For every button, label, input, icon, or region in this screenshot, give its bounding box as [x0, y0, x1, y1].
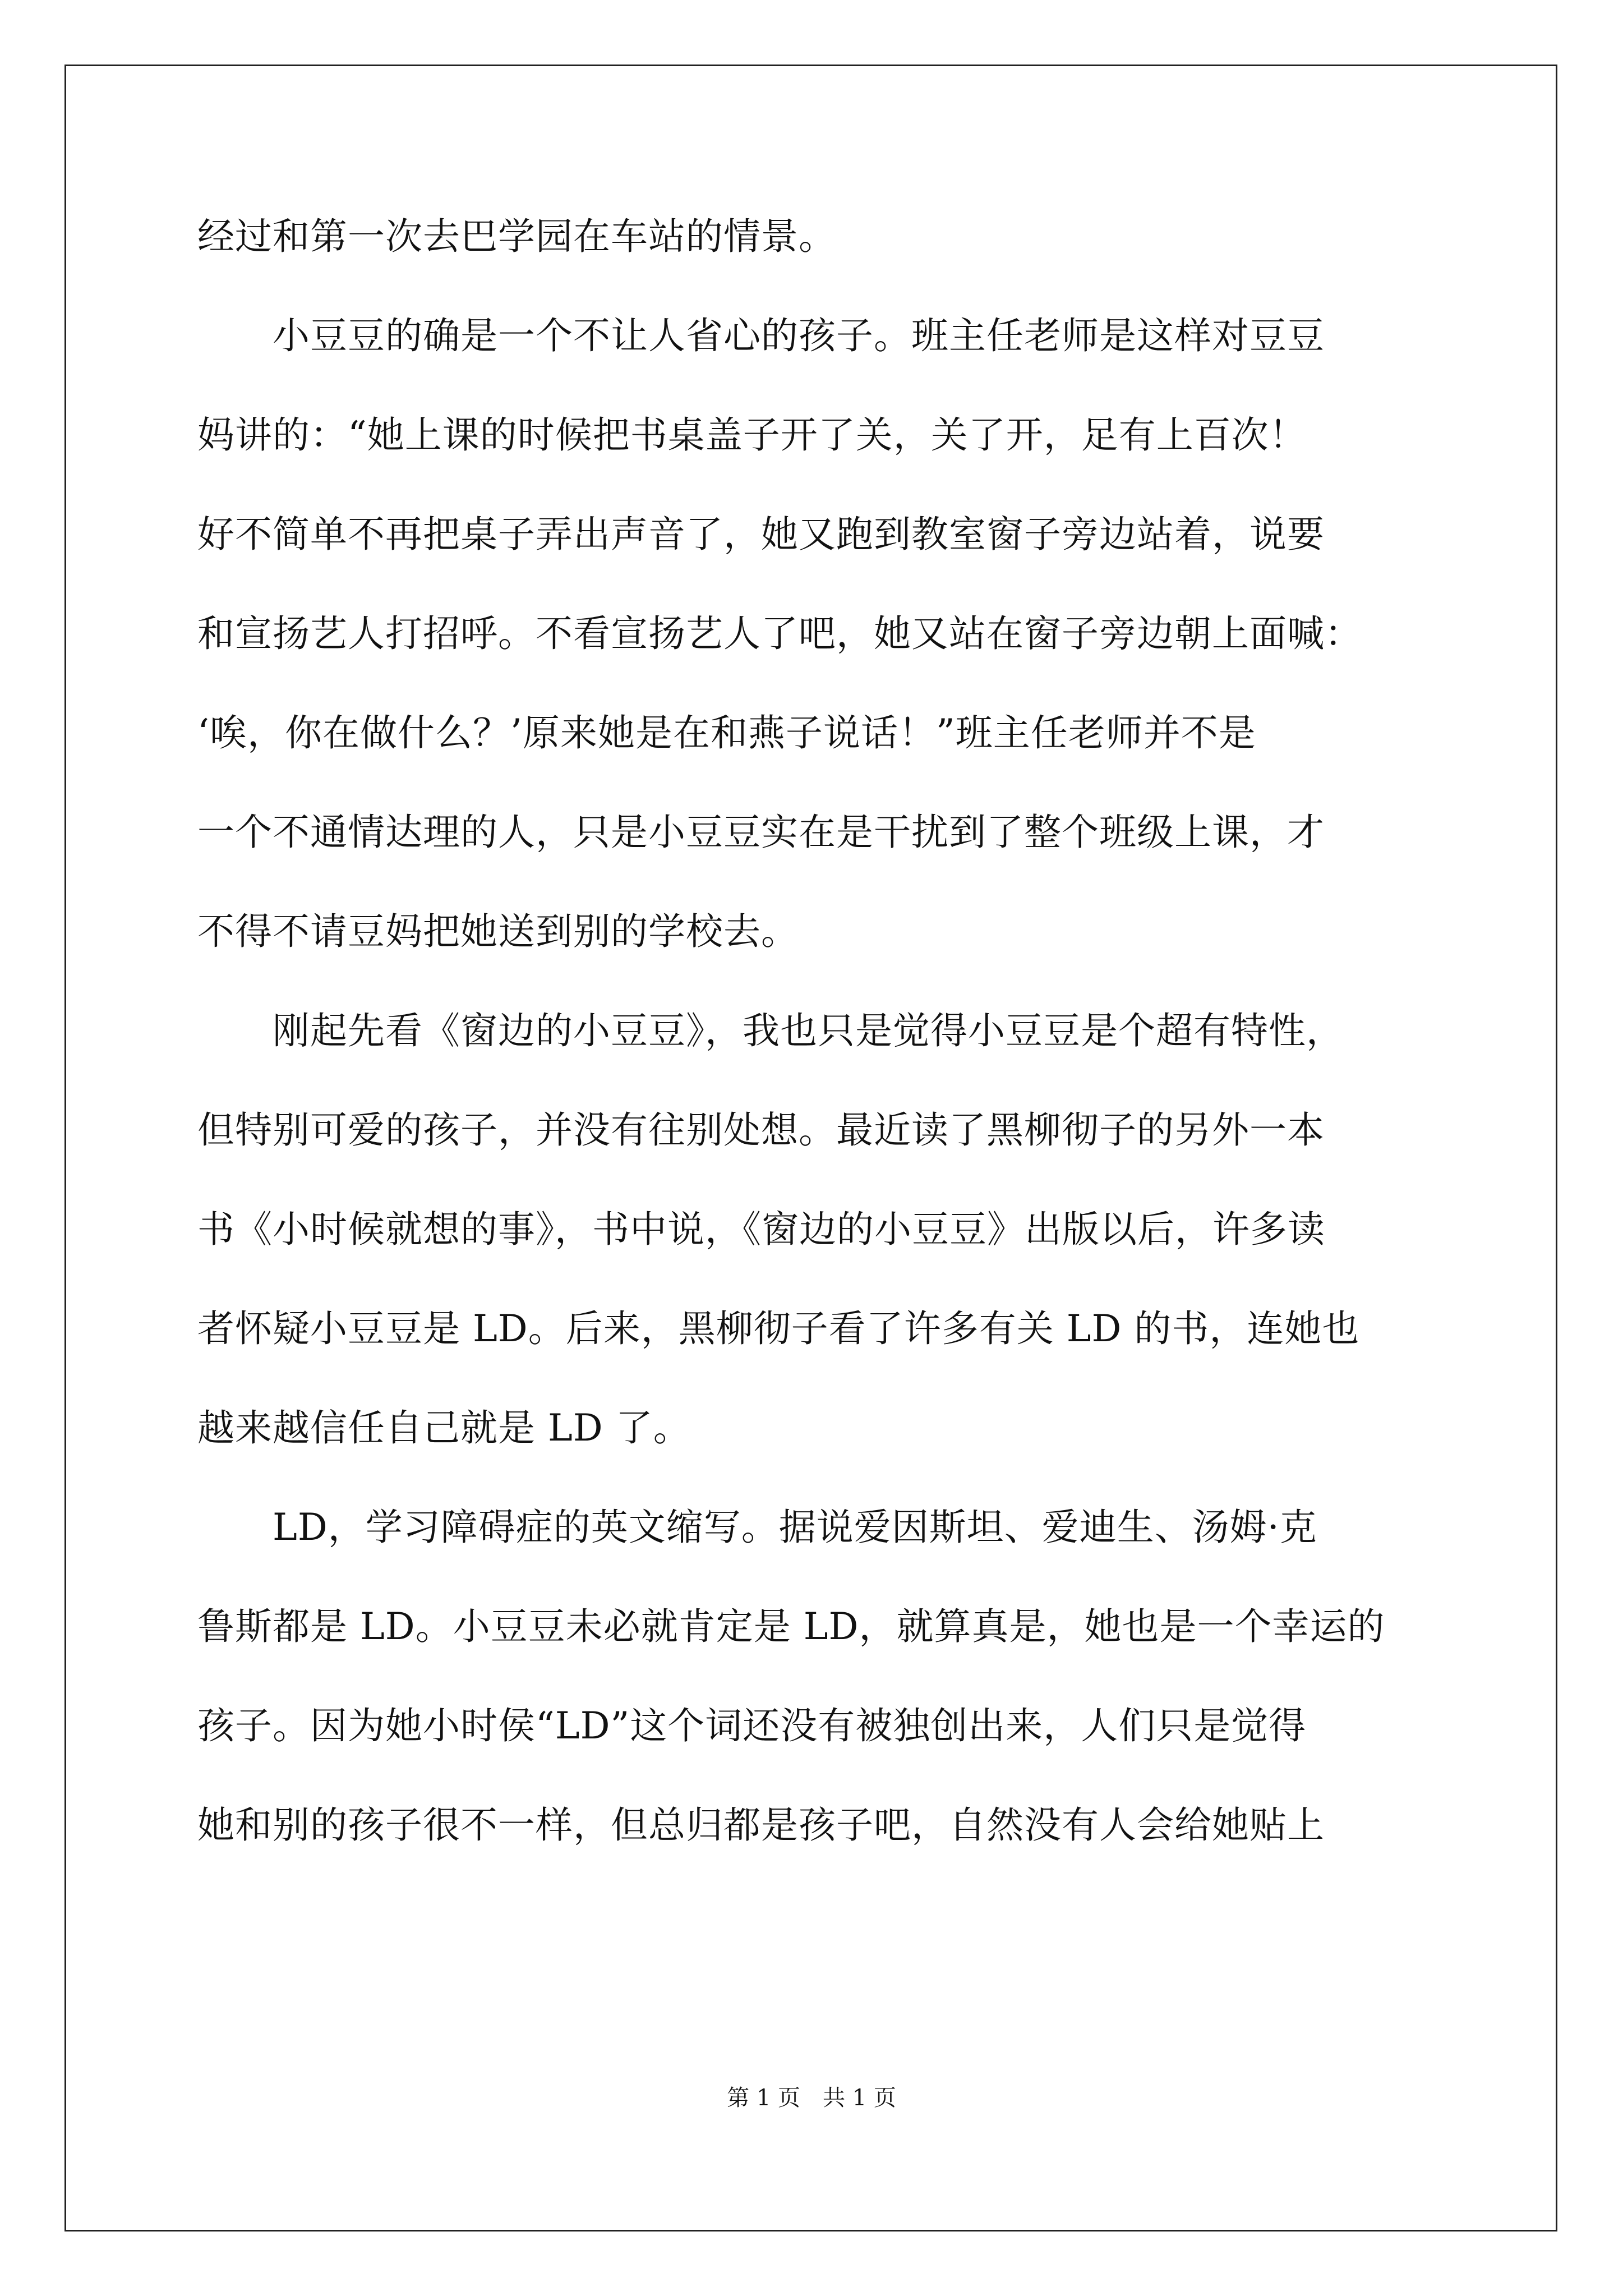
text-line: 妈讲的：“她上课的时候把书桌盖子开了关，关了开，足有上百次！ [197, 413, 1307, 457]
text-line: 经过和第一次去巴学园在车站的情景。 [197, 215, 836, 258]
page-number: 第 1 页 共 1 页 [727, 2085, 896, 2111]
text-line: 刚起先看《窗边的小豆豆》，我也只是觉得小豆豆是个超有特性， [197, 1009, 1344, 1052]
text-line: 者怀疑小豆豆是 LD。后来，黑柳彻子看了许多有关 LD 的书，连她也 [197, 1307, 1360, 1350]
text-line: 好不简单不再把桌子弄出声音了，她又跑到教室窗子旁边站着，说要 [197, 513, 1325, 556]
text-line: 不得不请豆妈把她送到别的学校去。 [197, 910, 799, 953]
text-line: 但特别可爱的孩子，并没有往别处想。最近读了黑柳彻子的另外一本 [197, 1108, 1325, 1152]
text-line: 和宣扬艺人打招呼。不看宣扬艺人了吧，她又站在窗子旁边朝上面喊： [197, 612, 1362, 655]
text-line: 一个不通情达理的人，只是小豆豆实在是干扰到了整个班级上课，才 [197, 811, 1325, 854]
text-line: 她和别的孩子很不一样，但总归都是孩子吧，自然没有人会给她贴上 [197, 1803, 1325, 1847]
text-line: 小豆豆的确是一个不让人省心的孩子。班主任老师是这样对豆豆 [197, 314, 1325, 357]
text-line: ‘唉，你在做什么？’原来她是在和燕子说话！”班主任老师并不是 [197, 711, 1256, 754]
text-line: 越来越信任自己就是 LD 了。 [197, 1406, 691, 1450]
text-line: 孩子。因为她小时侯“LD”这个词还没有被独创出来，人们只是觉得 [197, 1704, 1307, 1747]
text-line: LD，学习障碍症的英文缩写。据说爱因斯坦、爱迪生、汤姆·克 [197, 1506, 1317, 1549]
text-line: 鲁斯都是 LD。小豆豆未必就肯定是 LD，就算真是，她也是一个幸运的 [197, 1605, 1385, 1648]
text-line: 书《小时候就想的事》，书中说，《窗边的小豆豆》出版以后，许多读 [197, 1208, 1325, 1251]
